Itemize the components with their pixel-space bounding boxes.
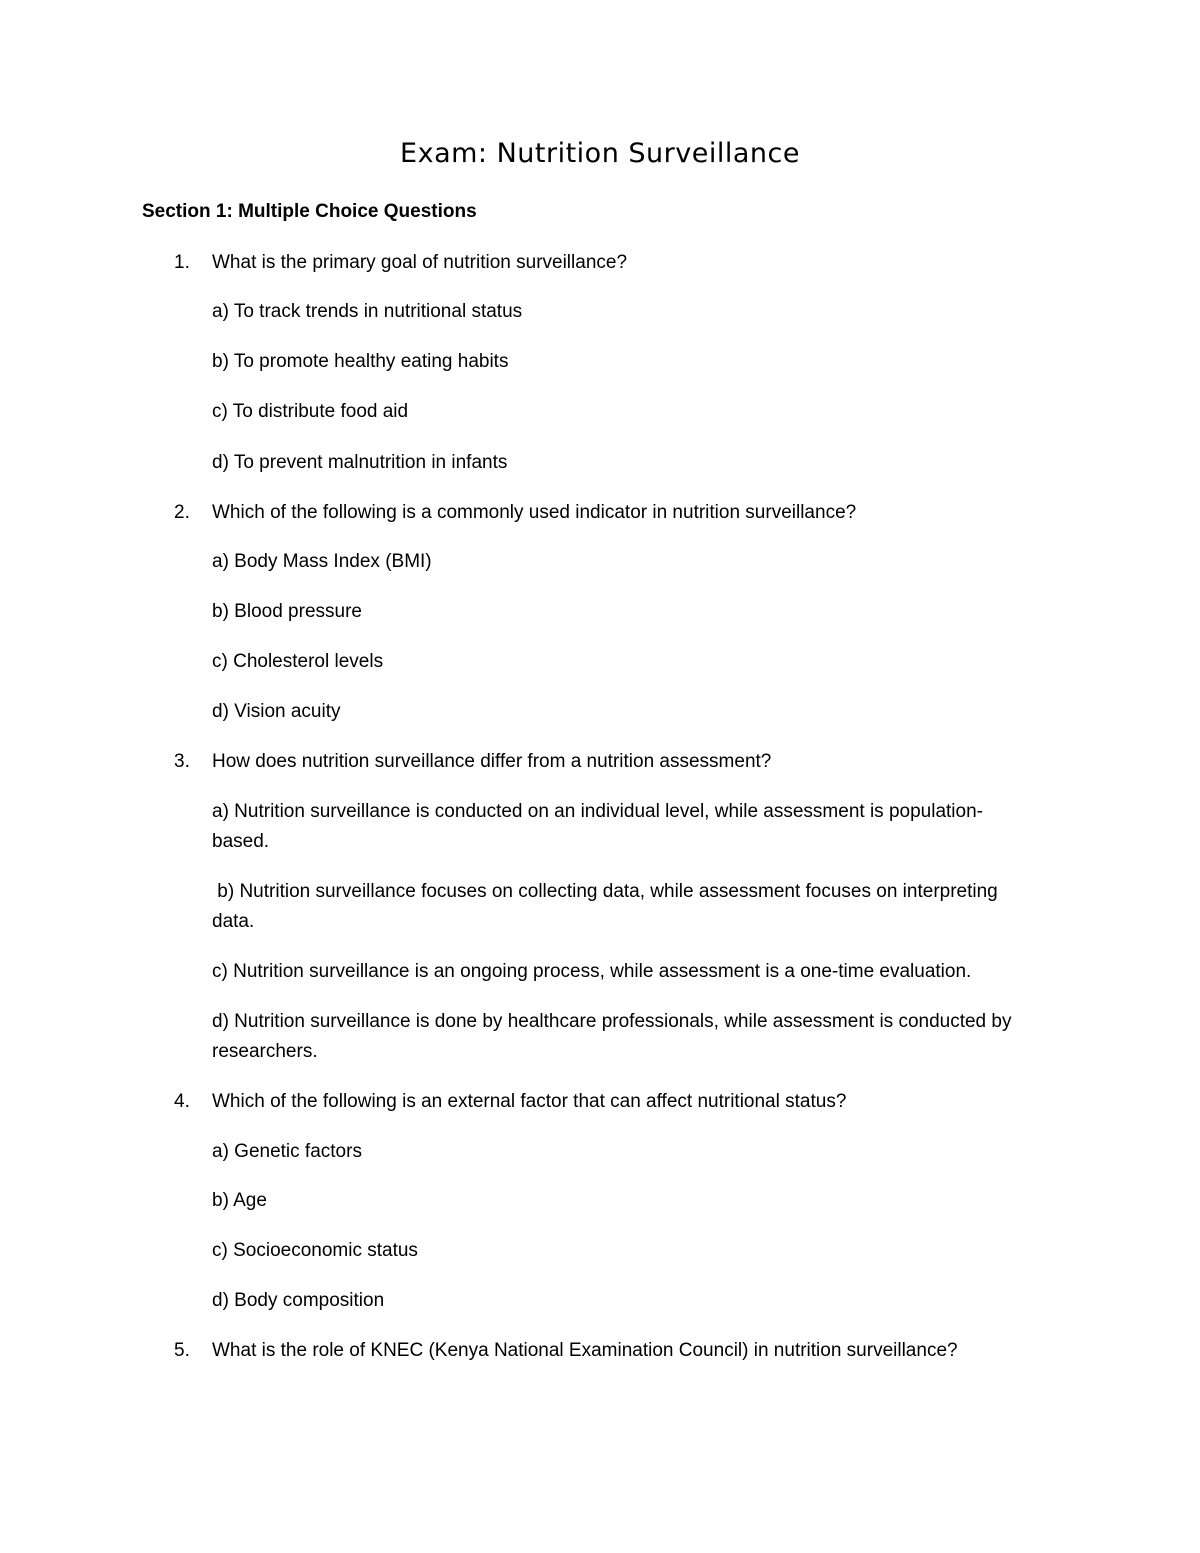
question-number: 2. — [174, 502, 190, 523]
question-text: Which of the following is an external factor that can affect nutritional status? — [212, 1091, 847, 1112]
answer-option: d) Body composition — [212, 1290, 385, 1311]
answer-option: b) Blood pressure — [212, 601, 362, 622]
answer-option: a) Nutrition surveillance is conducted on an individual level, while assessment is population-based. — [212, 801, 983, 852]
answer-option: c) Nutrition surveillance is an ongoing process, while assessment is a one-time evaluation. — [212, 961, 972, 982]
answer-option: a) Genetic factors — [212, 1141, 362, 1162]
answer-option: b) Nutrition surveillance focuses on collecting data, while assessment focuses on interpreting data. — [212, 881, 1004, 932]
question-number: 5. — [174, 1340, 190, 1361]
answer-option: d) To prevent malnutrition in infants — [212, 452, 508, 473]
question-number: 1. — [174, 252, 190, 273]
answer-option: c) To distribute food aid — [212, 401, 409, 422]
answer-option: b) To promote healthy eating habits — [212, 351, 509, 372]
question-text: What is the role of KNEC (Kenya National Examination Council) in nutrition surveillance? — [212, 1340, 958, 1361]
answer-option: a) To track trends in nutritional status — [212, 301, 523, 322]
answer-option: c) Cholesterol levels — [212, 651, 384, 672]
answer-option: d) Nutrition surveillance is done by healthcare professionals, while assessment is conducted by researchers. — [212, 1011, 1012, 1062]
section-heading: Section 1: Multiple Choice Questions — [142, 201, 477, 222]
answer-option: c) Socioeconomic status — [212, 1240, 418, 1261]
question-number: 4. — [174, 1091, 190, 1112]
question-number: 3. — [174, 751, 190, 772]
question-text: How does nutrition surveillance differ from a nutrition assessment? — [212, 751, 772, 772]
answer-option: b) Age — [212, 1190, 267, 1211]
document-title: Exam: Nutrition Surveillance — [400, 138, 800, 169]
answer-option: d) Vision acuity — [212, 701, 341, 722]
answer-option: a) Body Mass Index (BMI) — [212, 551, 432, 572]
question-text: What is the primary goal of nutrition surveillance? — [212, 252, 628, 273]
question-text: Which of the following is a commonly used indicator in nutrition surveillance? — [212, 502, 857, 523]
